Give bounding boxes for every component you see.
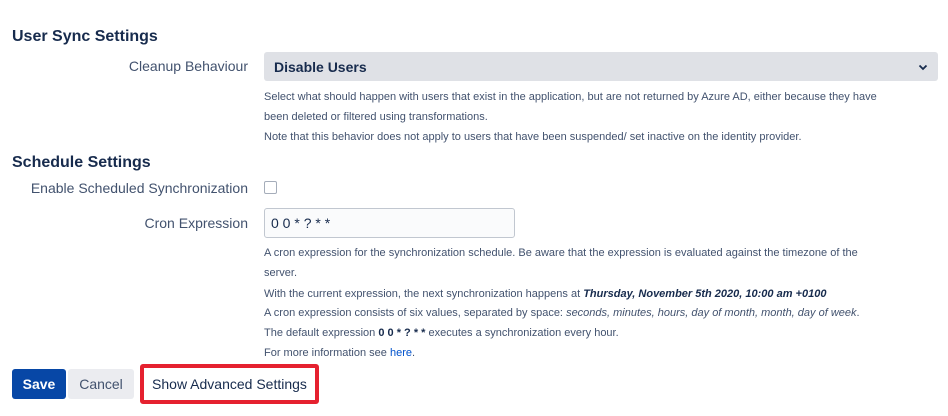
cron-expression-label: Cron Expression (144, 215, 248, 231)
enable-scheduled-sync-checkbox[interactable] (264, 181, 277, 194)
next-sync-line (264, 284, 826, 304)
default-expression-line (264, 323, 619, 343)
save-button[interactable]: Save (12, 369, 66, 399)
more-info-suffix: . (411, 347, 416, 359)
six-values-prefix: A cron expression consists of six values, separated by space: (264, 307, 563, 319)
user-sync-settings-title: User Sync Settings (12, 28, 158, 45)
cron-expression-input[interactable] (264, 208, 515, 238)
more-info-prefix: For more information see (264, 347, 387, 359)
default-expression-value: 0 0 * ? * * (378, 327, 426, 339)
cleanup-help-line-1: Select what should happen with users that exist in the application, but are not returned by Azure AD, either because they have (264, 91, 877, 103)
cleanup-help-line-3: Note that this behavior does not apply to users that have been suspended/ set inactive on the identity provider. (264, 131, 802, 143)
cleanup-behaviour-select[interactable] (264, 52, 938, 81)
enable-scheduled-sync-label: Enable Scheduled Synchronization (30, 180, 248, 196)
show-advanced-settings-button[interactable]: Show Advanced Settings (152, 376, 307, 392)
chevron-down-icon (918, 62, 928, 72)
cancel-button[interactable]: Cancel (68, 369, 134, 399)
six-values-line (264, 303, 860, 323)
six-values-list: seconds, minutes, hours, day of month, month, day of week (566, 307, 857, 319)
schedule-settings-title: Schedule Settings (12, 154, 151, 171)
cleanup-behaviour-value: Disable Users (274, 58, 367, 75)
cron-help-line-2: server. (264, 267, 298, 279)
cleanup-behaviour-label: Cleanup Behaviour (128, 58, 248, 74)
six-values-suffix: . (856, 307, 860, 319)
default-expression-prefix: The default expression (264, 327, 376, 339)
more-info-line (264, 343, 415, 363)
cron-help-line-1: A cron expression for the synchronization schedule. Be aware that the expression is evaluated against the timezone of the (264, 247, 858, 259)
advanced-settings-highlight (140, 364, 319, 404)
next-sync-prefix: With the current expression, the next synchronization happens at (264, 288, 581, 300)
cleanup-help-line-2: been deleted or filtered using transformations. (264, 111, 488, 123)
default-expression-suffix: executes a synchronization every hour. (428, 327, 619, 339)
next-sync-value: Thursday, November 5th 2020, 10:00 am +0100 (583, 288, 827, 300)
more-info-link[interactable]: here (389, 347, 412, 359)
